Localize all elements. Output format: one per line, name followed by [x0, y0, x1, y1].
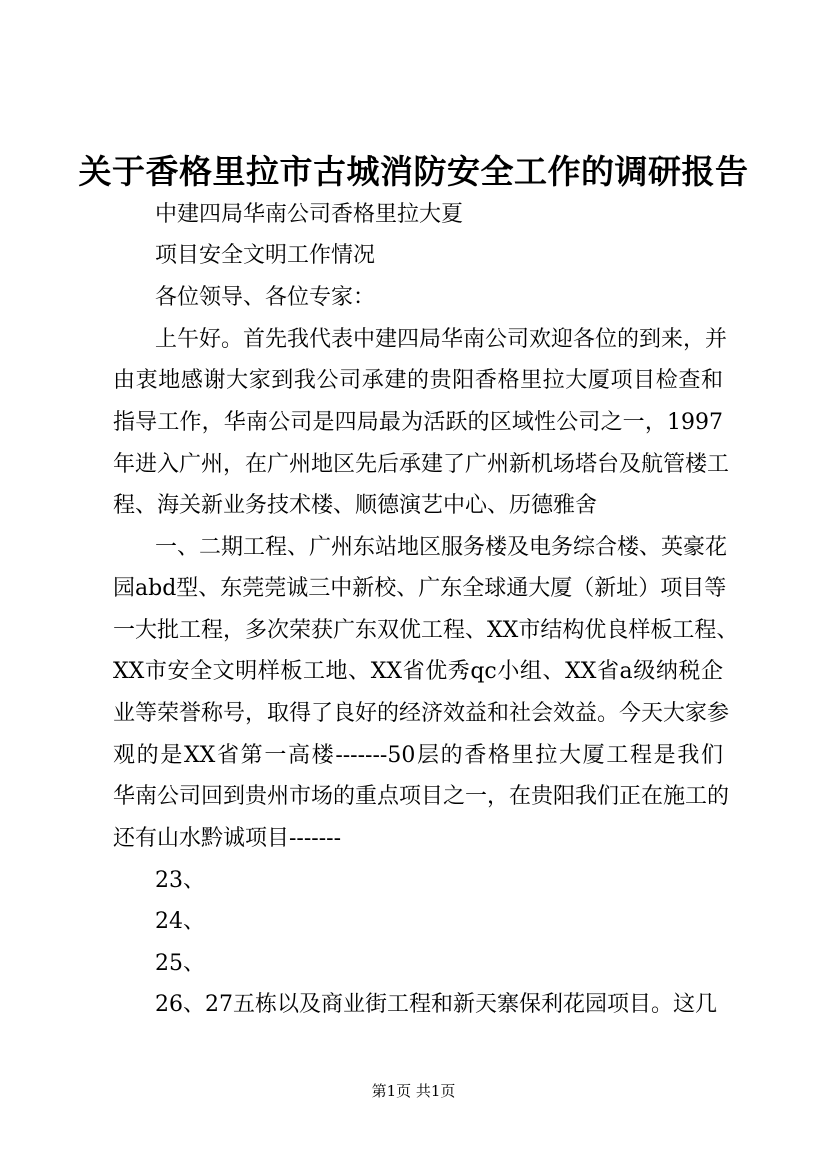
page-number-footer: 第1页 共1页 — [371, 1082, 456, 1100]
subtitle-line: 项目安全文明工作情况 — [155, 243, 376, 268]
numbered-line: 23、 — [155, 868, 205, 893]
salutation-line: 各位领导、各位专家： — [155, 285, 376, 310]
numbered-line: 26、27五栋以及商业街工程和新天寨保利花园项目。这几 — [155, 992, 717, 1017]
numbered-line: 25、 — [155, 951, 205, 976]
paragraph-line: 观的是XX省第一高楼-------50层的香格里拉大厦工程是我们 — [113, 743, 723, 768]
paragraph-line: XX市安全文明样板工地、XX省优秀qc小组、XX省a级纳税企 — [113, 659, 723, 684]
subtitle-line: 中建四局华南公司香格里拉大夏 — [155, 202, 464, 227]
paragraph-line: 程、海关新业务技术楼、顺德演艺中心、历德雅舍 — [113, 493, 598, 518]
paragraph-line: 华南公司回到贵州市场的重点项目之一，在贵阳我们正在施工的 — [113, 784, 730, 809]
paragraph-line: 由衷地感谢大家到我公司承建的贵阳香格里拉大厦项目检查和 — [113, 368, 723, 393]
paragraph-line: 年进入广州，在广州地区先后承建了广州新机场塔台及航管楼工 — [113, 452, 730, 477]
paragraph-line: 指导工作，华南公司是四局最为活跃的区域性公司之一，1997 — [113, 410, 723, 435]
numbered-line: 24、 — [155, 909, 205, 934]
paragraph-line: 一大批工程，多次荣获广东双优工程、XX市结构优良样板工程、 — [113, 618, 739, 643]
document-title: 关于香格里拉市古城消防安全工作的调研报告 — [78, 152, 749, 191]
paragraph-line: 上午好。首先我代表中建四局华南公司欢迎各位的到来，并 — [155, 327, 728, 352]
paragraph-line: 一、二期工程、广州东站地区服务楼及电务综合楼、英豪花 — [155, 535, 728, 560]
paragraph-line: 园abd型、东莞莞诚三中新校、广东全球通大厦（新址）项目等 — [113, 576, 727, 601]
paragraph-line: 还有山水黔诚项目------- — [113, 826, 342, 851]
paragraph-line: 业等荣誉称号，取得了良好的经济效益和社会效益。今天大家参 — [113, 701, 730, 726]
